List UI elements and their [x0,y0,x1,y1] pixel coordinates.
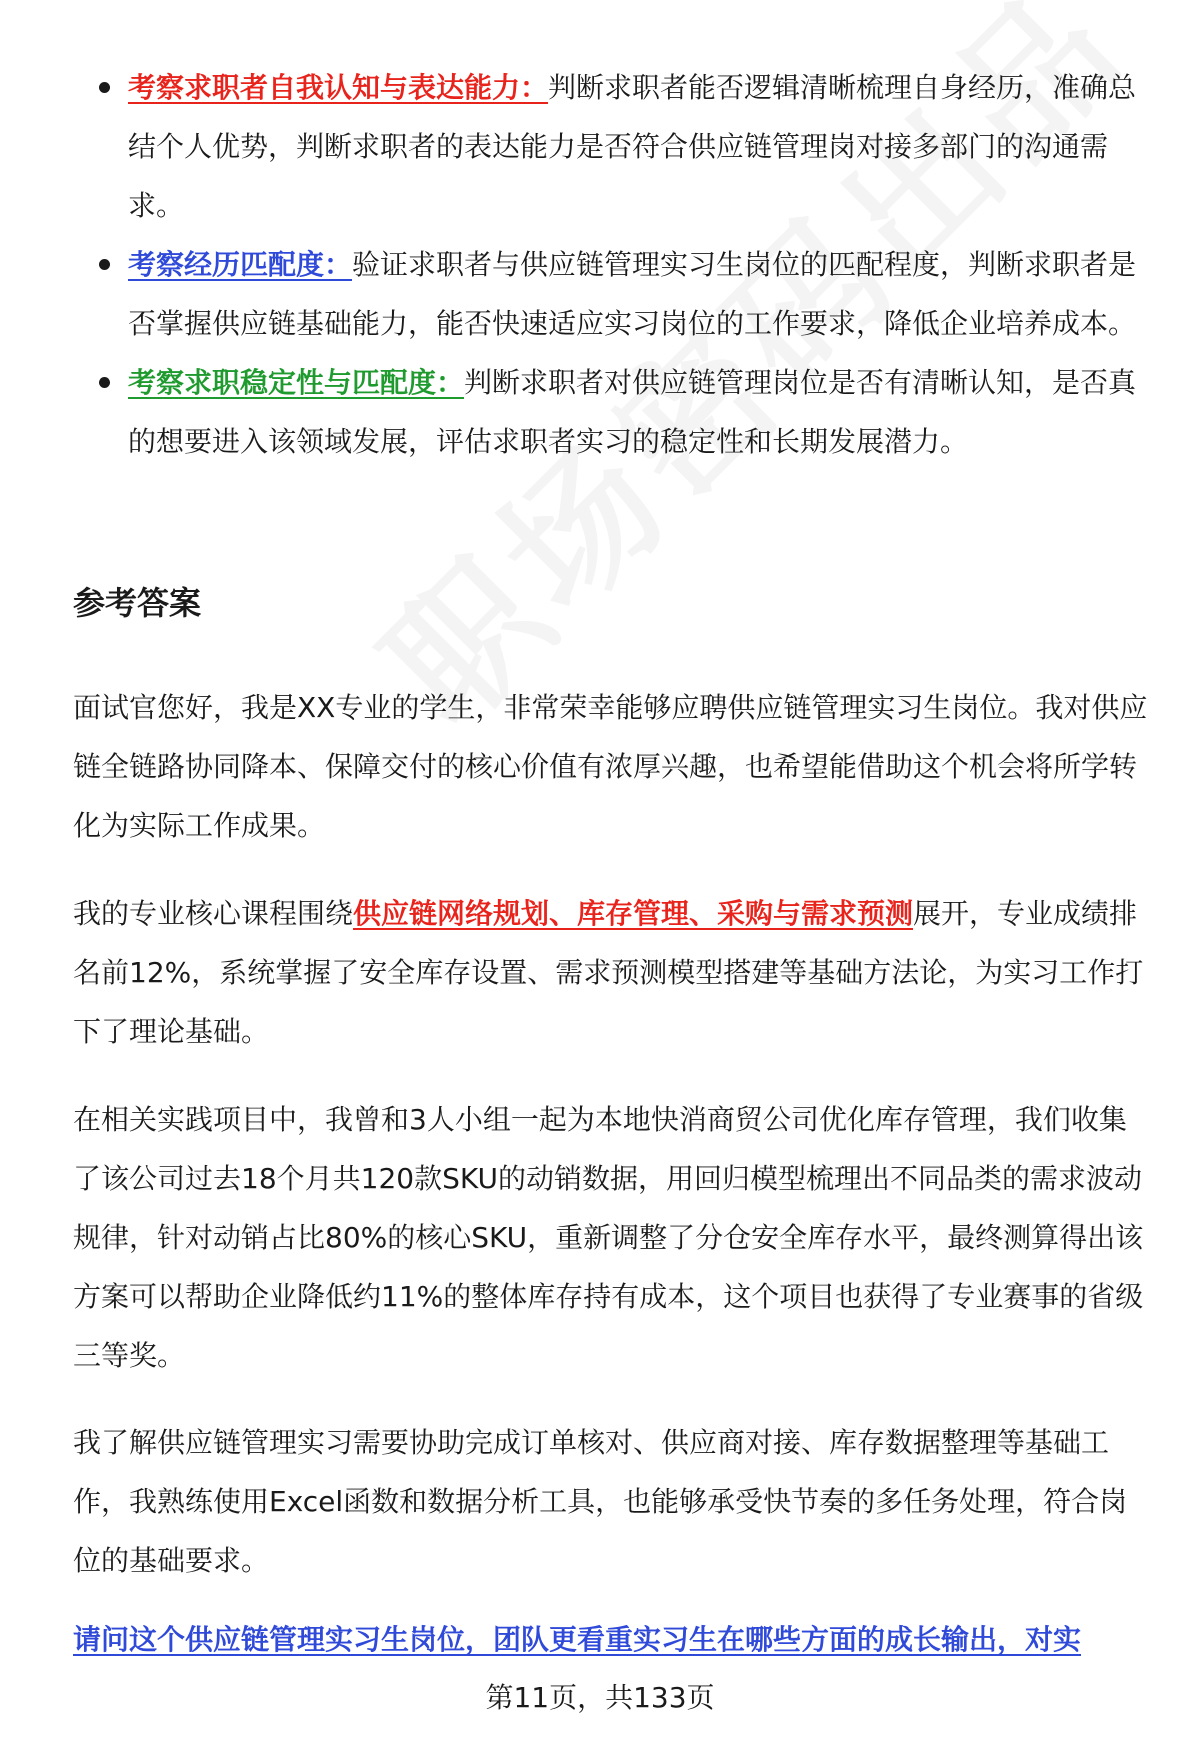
answer-paragraph-intro: 面试官您好，我是XX专业的学生，非常荣幸能够应聘供应链管理实习生岗位。我对供应链全链路协同降本、保障交付的核心价值有浓厚兴趣，也希望能借助这个机会将所学转化为实际工作成果。 [73,691,1148,842]
answer-paragraph-courses [73,884,1153,1061]
criteria-list [0,58,1200,471]
course-highlight: 供应链网络规划、库存管理、采购与需求预测 [353,897,914,930]
page-number: 第11页，共133页 [485,1681,715,1714]
answer-paragraph-skills: 我了解供应链管理实习需要协助完成订单核对、供应商对接、库存数据整理等基础工作，我熟练使用Excel函数和数据分析工具，也能够承受快节奏的多任务处理，符合岗位的基础要求。 [73,1426,1128,1577]
criteria-title: 考察求职稳定性与匹配度： [128,366,465,399]
bullet-dot-icon [99,259,110,270]
question-link[interactable]: 请问这个供应链管理实习生岗位，团队更看重实习生在哪些方面的成长输出，对实 [73,1623,1082,1656]
criteria-text: 判断求职者对供应链管理岗位是否有清晰认知，是否真的想要进入该领域发展，评估求职者实习的稳定性和长期发展潜力。 [128,366,1137,458]
criteria-text: 验证求职者与供应链管理实习生岗位的匹配程度，判断求职者是否掌握供应链基础能力，能否快速适应实习岗位的工作要求，降低企业培养成本。 [128,248,1137,340]
criteria-item-stability [128,353,1148,471]
criteria-item-experience-match [128,235,1148,353]
criteria-title: 考察求职者自我认知与表达能力： [128,71,549,104]
answer-paragraph-project: 在相关实践项目中，我曾和3人小组一起为本地快消商贸公司优化库存管理，我们收集了该公司过去18个月共120款SKU的动销数据，用回归模型梳理出不同品类的需求波动规律，针对动销占比80%的核心SKU，重新调整了分仓安全库存水平，最终测算得出该方案可以帮助企业降低约11%的整体库存持有成本，这个项目也获得了专业赛事的省级三等奖。 [73,1103,1144,1372]
bullet-dot-icon [99,82,110,93]
bullet-dot-icon [99,377,110,388]
criteria-title: 考察经历匹配度： [128,248,353,281]
criteria-item-self-awareness [128,58,1148,235]
section-title: 参考答案 [73,584,202,622]
paragraph-text: 展开，专业成绩排名前12%，系统掌握了安全库存设置、需求预测模型搭建等基础方法论，为实习工作打下了理论基础。 [73,897,1144,1048]
paragraph-text: 我的专业核心课程围绕 [73,897,354,930]
criteria-text: 判断求职者能否逻辑清晰梳理自身经历，准确总结个人优势，判断求职者的表达能力是否符合供应链管理岗对接多部门的沟通需求。 [128,71,1137,222]
